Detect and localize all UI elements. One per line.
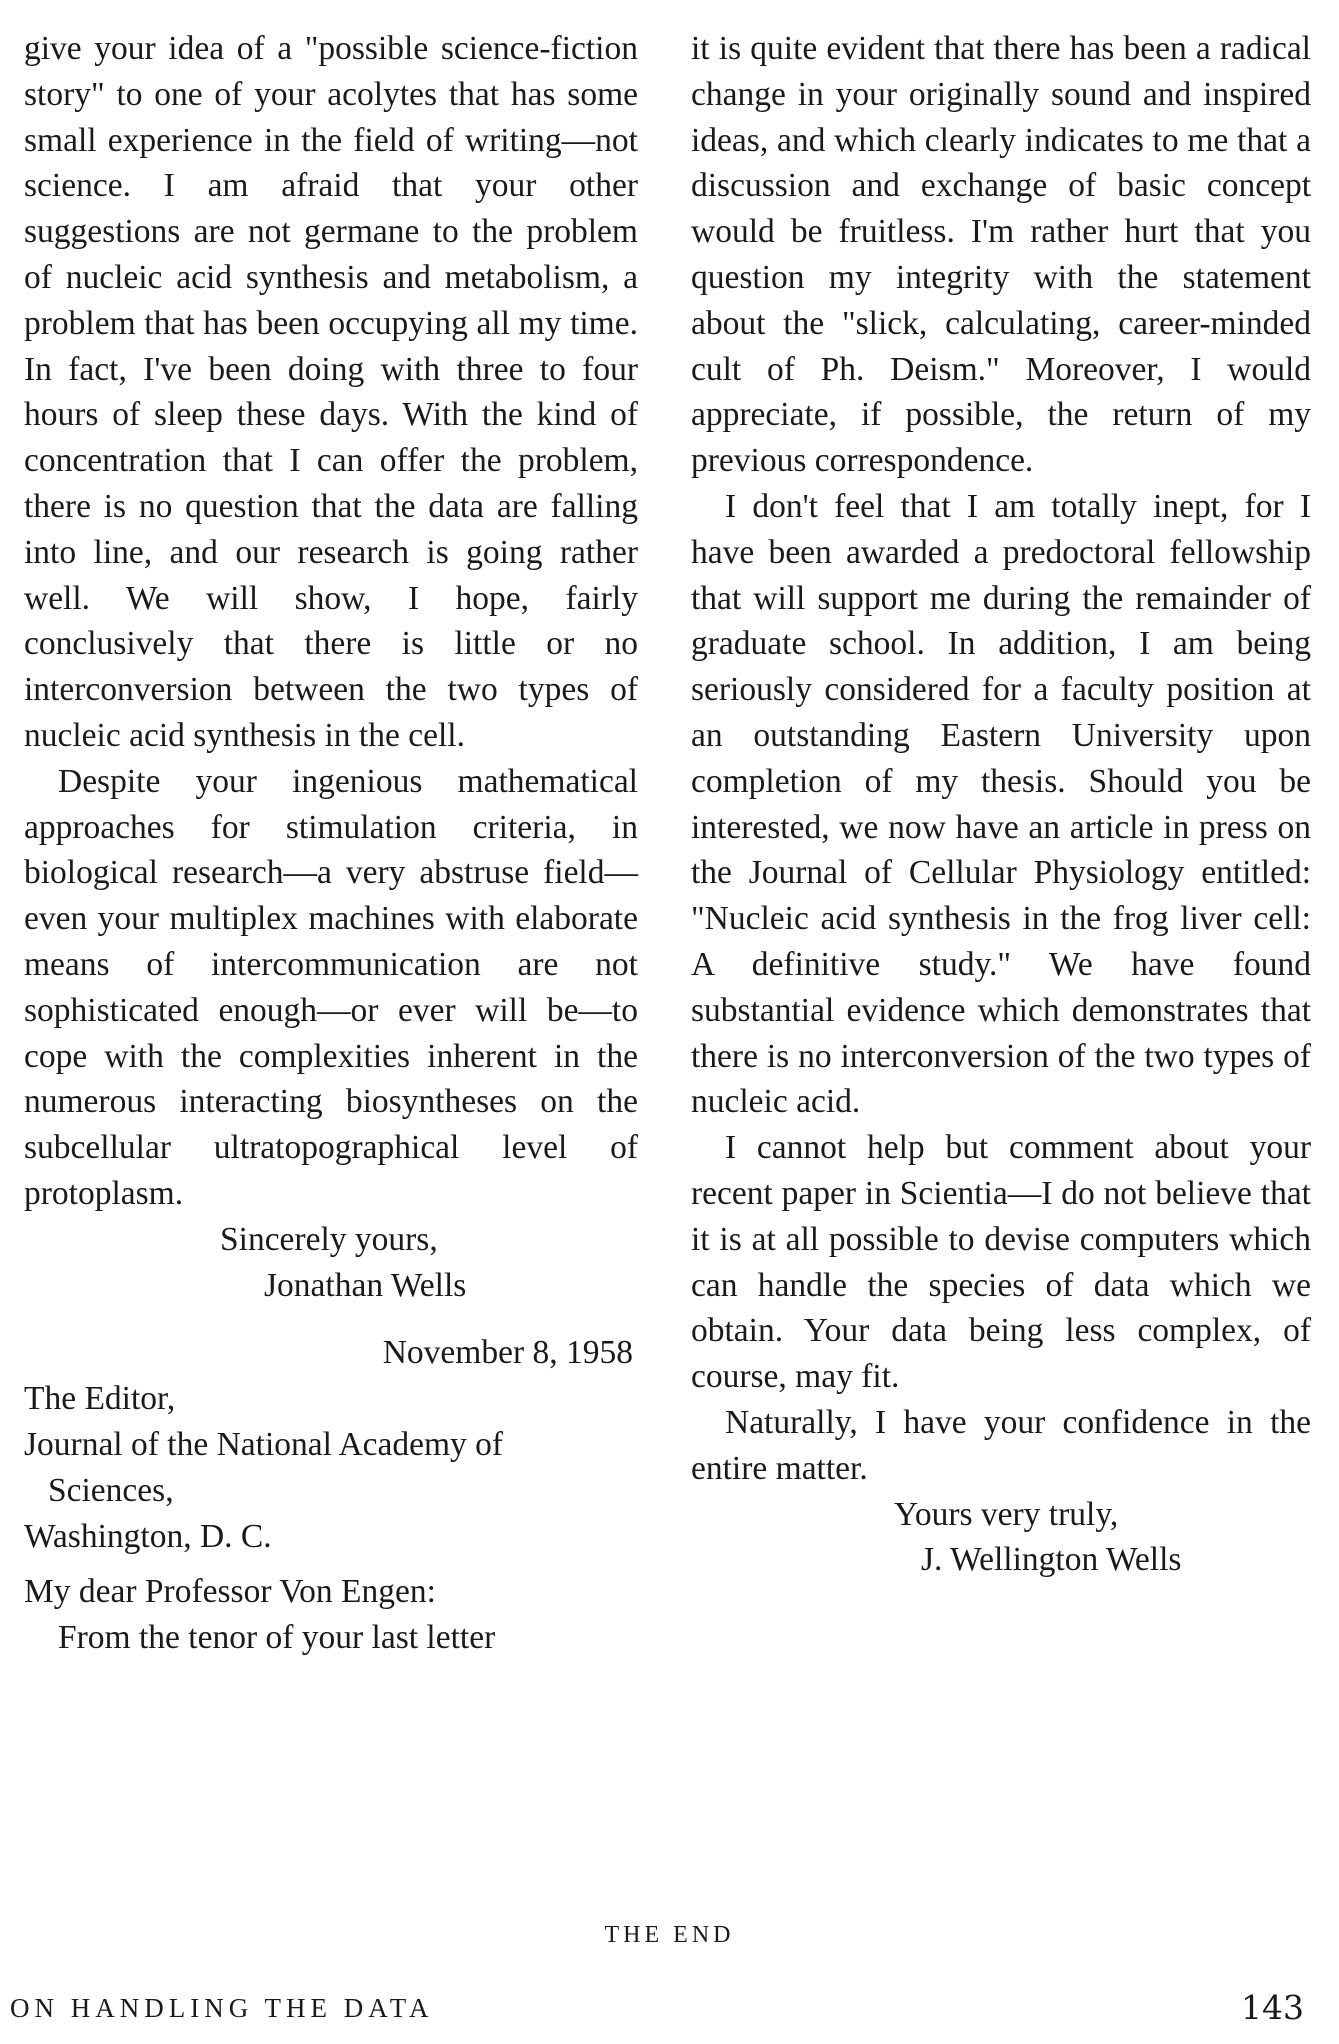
letter-body-paragraph: From the tenor of your last letter bbox=[58, 1619, 496, 1657]
letter-body-paragraph: it is quite evident that there has been a radical change in your originally sound and inspired ideas, and which clearly indicates to me that a discussion and exchange of basic concept would be fruitless. I'm rather hurt that you question my integrity with the statement about the "slick, calculating, career-minded cult of Ph. Deism." Moreover, I would appreciate, if possible, the return of my previous correspondence. bbox=[691, 30, 1311, 480]
address-line: Sciences, bbox=[48, 1471, 174, 1509]
letter-salutation: My dear Professor Von Engen: bbox=[24, 1573, 436, 1611]
letter-closing: Yours very truly, bbox=[894, 1495, 1119, 1533]
letter-closing: Sincerely yours, bbox=[220, 1220, 438, 1258]
left-column bbox=[24, 26, 638, 1661]
letter-body-paragraph: give your idea of a "possible science-fiction story" to one of your acolytes that has some small experience in the field of writing—not science. I am afraid that your other suggestions are not germane to the problem of nucleic acid synthesis and metabolism, a problem that has been occupying all my time. In fact, I've been doing with three to four hours of sleep these days. With the kind of concentration that I can offer the problem, there is no question that the data are falling into line, and our research is going rather well. We will show, I hope, fairly conclusively that there is little or no interconversion between the two types of nucleic acid synthesis in the cell. bbox=[24, 30, 638, 754]
running-head: ON HANDLING THE DATA bbox=[10, 1993, 434, 2023]
address-line: The Editor, bbox=[24, 1380, 176, 1418]
page-number: 143 bbox=[1241, 1988, 1304, 2027]
letter-date: November 8, 1958 bbox=[382, 1334, 633, 1372]
right-column bbox=[691, 26, 1311, 1583]
end-mark: THE END bbox=[604, 1922, 735, 1948]
letter-signature: Jonathan Wells bbox=[264, 1266, 467, 1304]
letter-body-paragraph: Naturally, I have your confidence in the entire matter. bbox=[691, 1403, 1311, 1487]
address-line: Washington, D. C. bbox=[24, 1517, 272, 1555]
letter-body-paragraph: I don't feel that I am totally inept, for I have been awarded a predoctoral fellowship that will support me during the remainder of graduate school. In addition, I am being seriously considered for a faculty position at an outstanding Eastern University upon completion of my thesis. Should you be interested, we now have an article in press on the Journal of Cellular Physiology entitled: "Nucleic acid synthesis in the frog liver cell: A definitive study." We have found substantial evidence which demonstrates that there is no interconversion of the two types of nucleic acid. bbox=[691, 487, 1311, 1121]
letter-body-paragraph: I cannot help but comment about your recent paper in Scientia—I do not believe that it is at all possible to devise computers which can handle the species of data which we obtain. Your data being less complex, of course, may fit. bbox=[691, 1129, 1311, 1396]
letter-signature: J. Wellington Wells bbox=[921, 1541, 1182, 1579]
letter-body-paragraph: Despite your ingenious mathematical approaches for stimulation criteria, in biological research—a very abstruse field—even your multiplex machines with elaborate means of intercommunication are not sophisticated enough—or ever will be—to cope with the complexities inherent in the numerous interacting biosyntheses on the subcellular ultratopographical level of protoplasm. bbox=[24, 762, 638, 1212]
address-line: Journal of the National Academy of bbox=[24, 1425, 504, 1463]
